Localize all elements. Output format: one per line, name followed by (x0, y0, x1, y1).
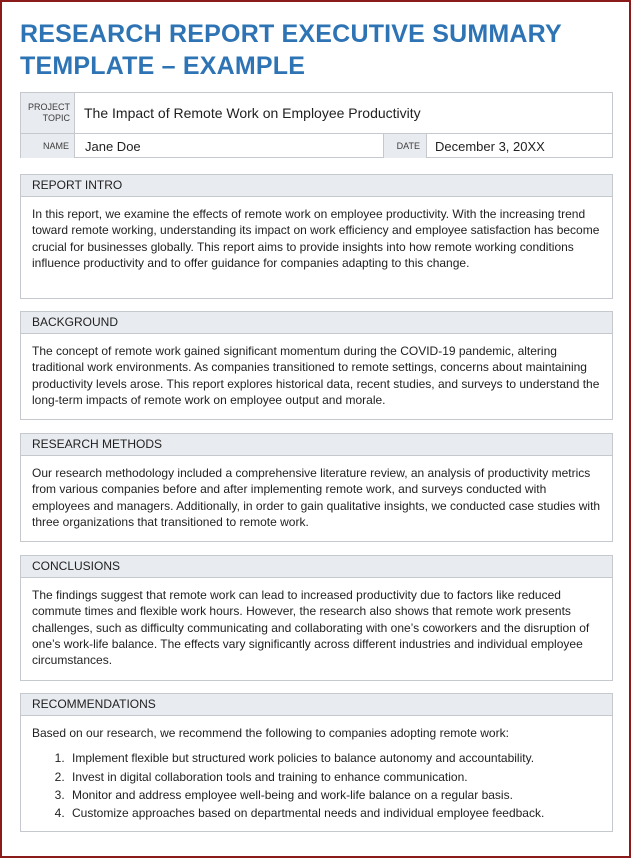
page-title (20, 18, 620, 82)
date-label: DATE (383, 134, 427, 158)
section-body[interactable]: The findings suggest that remote work can lead to increased productivity due to factors like reduced commute times and flexible work hours. However, the research also shows that remote work presents challenges, such as difficulty communicating and collaborating with one’s coworkers and the disruption of one’s work-life balance. The effects vary significantly across different industries and individual employee circumstances. (32, 588, 590, 668)
section-body[interactable]: The concept of remote work gained significant momentum during the COVID-19 pandemic, altering traditional work environments. As companies transitioned to remote settings, concerns about maintaining productivity levels arose. This report explores historical data, recent studies, and surveys to understand the long-term impacts of remote work on employee output and morale. (32, 344, 600, 407)
name-date-row (21, 134, 612, 158)
project-topic-row (21, 93, 612, 134)
name-value[interactable]: Jane Doe (85, 138, 141, 154)
section-heading: RESEARCH METHODS (21, 434, 612, 456)
list-item[interactable]: 2. Invest in digital collaboration tools and training to enhance communication. (68, 768, 601, 786)
project-topic-label (21, 93, 75, 133)
section-heading: BACKGROUND (21, 312, 612, 334)
section-heading: REPORT INTRO (21, 175, 612, 197)
title-line-2: TEMPLATE – EXAMPLE (20, 52, 306, 80)
section-recommendations (20, 693, 613, 832)
section-report-intro (20, 174, 613, 299)
section-background (20, 311, 613, 420)
project-topic-value[interactable]: The Impact of Remote Work on Employee Productivity (84, 105, 421, 121)
recommendations-intro[interactable]: Based on our research, we recommend the following to companies adopting remote work: (32, 726, 509, 740)
section-research-methods (20, 433, 613, 542)
info-table (20, 92, 613, 158)
project-topic-label-line-1: PROJECT (27, 102, 70, 112)
section-body (21, 716, 612, 822)
section-heading: RECOMMENDATIONS (21, 694, 612, 716)
date-value[interactable]: December 3, 20XX (435, 138, 545, 154)
list-item[interactable]: 1. Implement flexible but structured work policies to balance autonomy and accountability. (68, 749, 601, 767)
section-body[interactable]: In this report, we examine the effects of remote work on employee productivity. With the increasing trend toward remote working, understanding its impact on work efficiency and employee satisfaction has become crucial for businesses globally. This report aims to provide insights into how remote working conditions influence productivity and to offer guidance for companies adapting to this change. (32, 207, 600, 270)
section-body[interactable]: Our research methodology included a comprehensive literature review, an analysis of productivity metrics from various companies before and after implementing remote work, and surveys conducted with employees and managers. Additionally, in order to gain qualitative insights, we conducted case studies with three organizations that transitioned to remote work. (32, 466, 601, 529)
title-line-1: RESEARCH REPORT EXECUTIVE SUMMARY (20, 20, 562, 48)
recommendations-list (32, 749, 601, 822)
section-heading: CONCLUSIONS (21, 556, 612, 578)
list-item[interactable]: 4. Customize approaches based on departmental needs and individual employee feedback. (68, 804, 601, 822)
section-conclusions (20, 555, 613, 681)
name-label: NAME (21, 134, 75, 158)
project-topic-label-line-2: TOPIC (42, 113, 70, 123)
list-item[interactable]: 3. Monitor and address employee well-being and work-life balance on a regular basis. (68, 786, 601, 804)
